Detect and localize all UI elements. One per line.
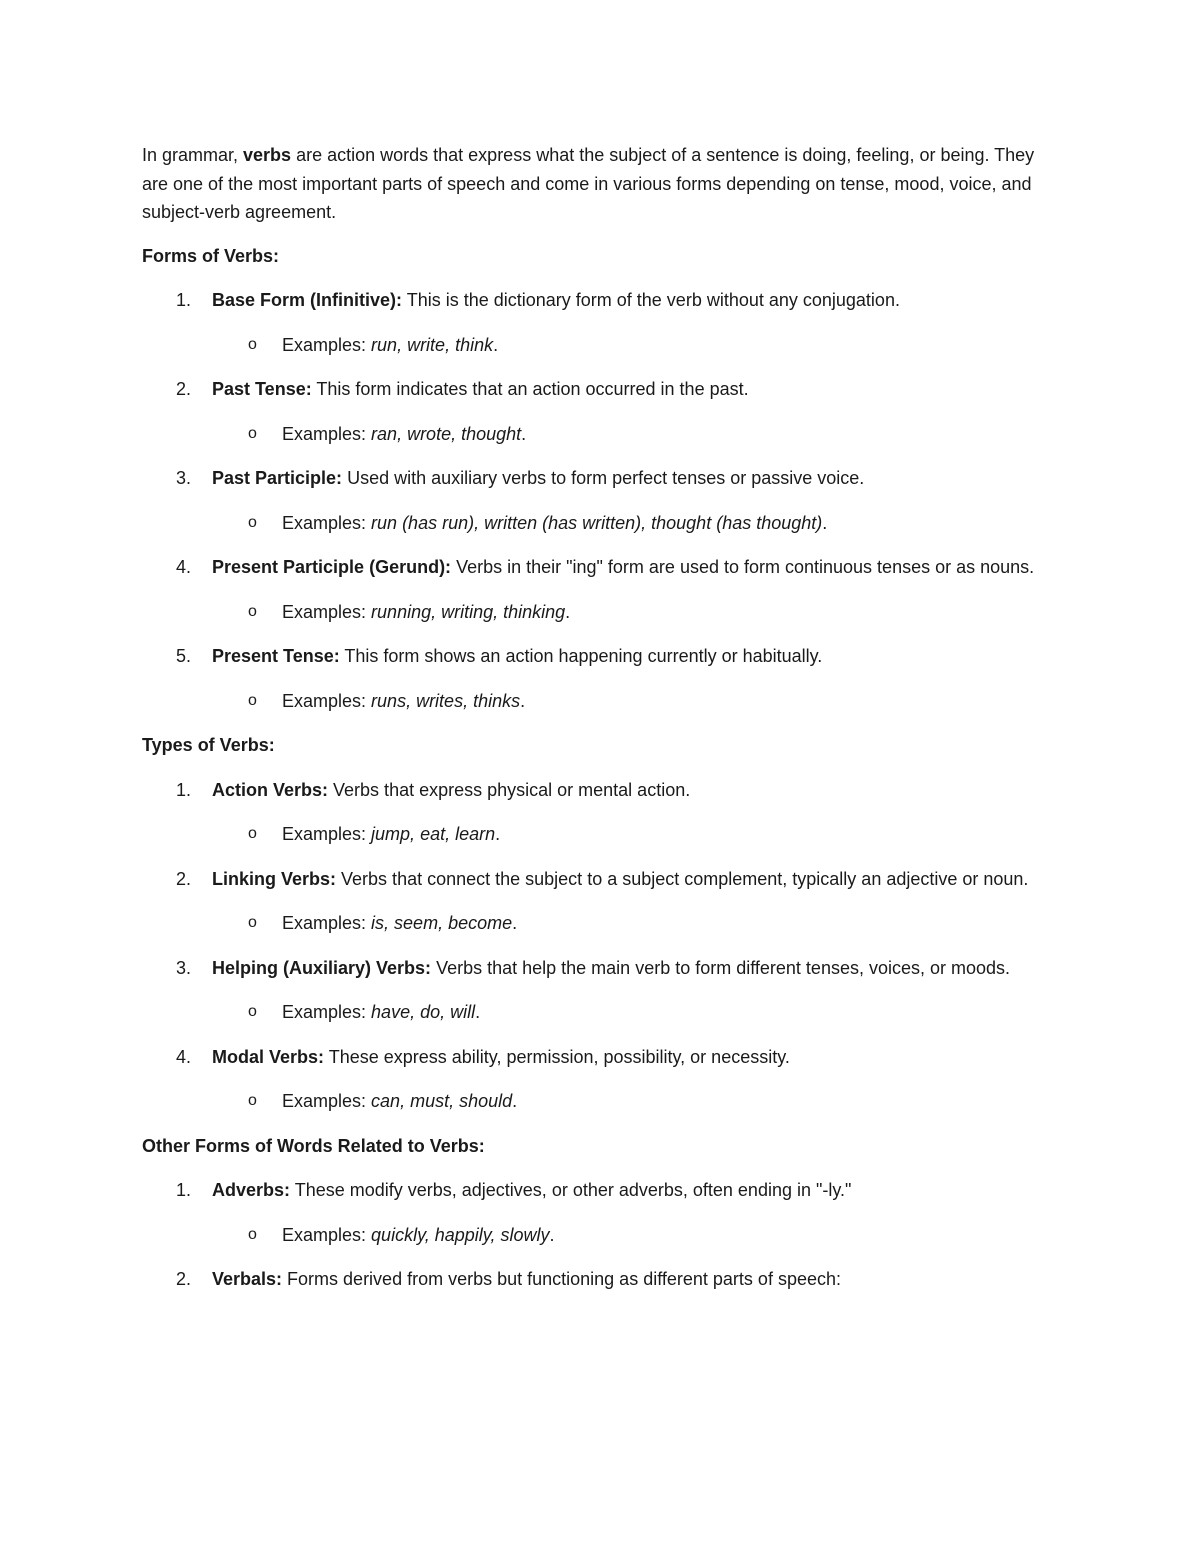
examples-words: ran, wrote, thought bbox=[371, 423, 522, 444]
examples-end: . bbox=[512, 1091, 518, 1111]
examples-label: Examples: bbox=[282, 690, 372, 711]
list-item bbox=[142, 776, 1052, 849]
examples-line bbox=[212, 909, 1052, 938]
item-number: 2. bbox=[176, 379, 192, 399]
item-number: 1. bbox=[176, 779, 192, 800]
bullet-icon: o bbox=[248, 424, 257, 442]
forms-list bbox=[142, 286, 1052, 715]
examples-end: . bbox=[549, 1224, 555, 1245]
examples-label: Examples: bbox=[282, 423, 372, 444]
examples-end: . bbox=[495, 824, 501, 844]
item-number: 4. bbox=[176, 557, 192, 577]
bullet-icon: o bbox=[248, 914, 257, 931]
item-text bbox=[212, 1043, 1052, 1072]
item-term: Verbals: bbox=[212, 1269, 283, 1289]
examples-label: Examples: bbox=[282, 1002, 372, 1022]
item-number: 1. bbox=[176, 1180, 192, 1200]
item-term: Past Participle: bbox=[212, 468, 343, 488]
item-desc: This is the dictionary form of the verb without any conjugation. bbox=[402, 290, 900, 310]
intro-bold-term: verbs bbox=[243, 145, 292, 165]
item-term: Present Tense: bbox=[212, 646, 340, 666]
examples-label: Examples: bbox=[282, 512, 372, 533]
item-term: Action Verbs: bbox=[212, 779, 329, 800]
list-item bbox=[142, 1043, 1052, 1116]
examples-end: . bbox=[520, 690, 526, 711]
section-heading-types: Types of Verbs: bbox=[142, 735, 275, 755]
bullet-icon: o bbox=[248, 1225, 257, 1243]
bullet-icon: o bbox=[248, 335, 257, 353]
item-number: 3. bbox=[176, 957, 192, 978]
bullet-icon: o bbox=[248, 691, 257, 709]
item-desc: Used with auxiliary verbs to form perfect tenses or passive voice. bbox=[342, 468, 865, 488]
item-term: Present Participle (Gerund): bbox=[212, 557, 452, 577]
item-term: Helping (Auxiliary) Verbs: bbox=[212, 957, 432, 978]
examples-words: run (has run), written (has written), thought (has thought) bbox=[371, 512, 823, 533]
item-number: 5. bbox=[176, 646, 192, 666]
bullet-icon: o bbox=[248, 513, 257, 531]
item-text bbox=[212, 553, 1052, 582]
item-text bbox=[212, 1265, 1052, 1294]
item-desc: Forms derived from verbs but functioning as different parts of speech: bbox=[282, 1269, 841, 1289]
examples-end: . bbox=[565, 601, 571, 622]
examples-label: Examples: bbox=[282, 1091, 372, 1111]
bullet-icon: o bbox=[248, 1003, 257, 1020]
bullet-icon: o bbox=[248, 1092, 257, 1109]
examples-line bbox=[212, 1221, 1052, 1250]
item-text bbox=[212, 1176, 1052, 1205]
section-heading-other: Other Forms of Words Related to Verbs: bbox=[142, 1135, 485, 1156]
examples-end: . bbox=[822, 512, 828, 533]
examples-label: Examples: bbox=[282, 1224, 372, 1245]
intro-rest: are action words that express what the subject of a sentence is doing, feeling, or being. They are one of the most important parts of speech and come in various forms depending on tense, mood, voice, and subject-verb agreement. bbox=[142, 145, 1035, 222]
list-item bbox=[142, 954, 1052, 1027]
list-item bbox=[142, 865, 1052, 938]
other-list bbox=[142, 1176, 1052, 1294]
item-text bbox=[212, 954, 1052, 983]
examples-label: Examples: bbox=[282, 913, 372, 933]
examples-line bbox=[212, 998, 1052, 1027]
item-desc: This form shows an action happening currently or habitually. bbox=[339, 646, 823, 666]
examples-words: is, seem, become bbox=[371, 913, 513, 933]
item-text bbox=[212, 286, 1052, 315]
intro-prefix: In grammar, bbox=[142, 145, 244, 165]
item-term: Adverbs: bbox=[212, 1180, 291, 1200]
item-term: Linking Verbs: bbox=[212, 868, 337, 889]
list-item bbox=[142, 553, 1052, 626]
item-desc: Verbs that connect the subject to a subject complement, typically an adjective or noun. bbox=[336, 868, 1029, 889]
examples-words: jump, eat, learn bbox=[371, 824, 496, 844]
examples-line bbox=[212, 331, 1052, 360]
intro-paragraph bbox=[142, 141, 1052, 227]
examples-line bbox=[212, 820, 1052, 849]
item-number: 1. bbox=[176, 290, 192, 310]
examples-end: . bbox=[475, 1002, 481, 1022]
list-item bbox=[142, 375, 1052, 448]
examples-line bbox=[212, 509, 1052, 538]
item-term: Base Form (Infinitive): bbox=[212, 290, 403, 310]
item-text bbox=[212, 642, 1052, 671]
section-heading-forms: Forms of Verbs: bbox=[142, 245, 280, 266]
item-text bbox=[212, 464, 1052, 493]
item-number: 2. bbox=[176, 868, 192, 889]
list-item bbox=[142, 464, 1052, 537]
examples-line bbox=[212, 1087, 1052, 1116]
examples-end: . bbox=[493, 334, 499, 355]
examples-words: running, writing, thinking bbox=[371, 601, 566, 622]
examples-line bbox=[212, 420, 1052, 449]
examples-words: can, must, should bbox=[371, 1091, 513, 1111]
examples-label: Examples: bbox=[282, 334, 372, 355]
list-item bbox=[142, 642, 1052, 715]
bullet-icon: o bbox=[248, 602, 257, 620]
item-term: Modal Verbs: bbox=[212, 1046, 325, 1067]
item-text bbox=[212, 776, 1052, 805]
examples-line bbox=[212, 598, 1052, 627]
item-desc: This form indicates that an action occurred in the past. bbox=[311, 379, 749, 399]
item-text bbox=[212, 865, 1052, 894]
item-number: 3. bbox=[176, 468, 192, 488]
item-desc: Verbs that help the main verb to form different tenses, voices, or moods. bbox=[431, 957, 1011, 978]
item-desc: Verbs in their "ing" form are used to form continuous tenses or as nouns. bbox=[451, 557, 1035, 577]
item-desc: These express ability, permission, possibility, or necessity. bbox=[324, 1046, 790, 1067]
examples-end: . bbox=[521, 423, 527, 444]
list-item bbox=[142, 1265, 1052, 1294]
item-number: 4. bbox=[176, 1046, 192, 1067]
list-item bbox=[142, 1176, 1052, 1249]
examples-words: have, do, will bbox=[371, 1002, 476, 1022]
item-text bbox=[212, 375, 1052, 404]
item-desc: Verbs that express physical or mental action. bbox=[328, 779, 691, 800]
examples-line bbox=[212, 687, 1052, 716]
bullet-icon: o bbox=[248, 825, 257, 842]
examples-words: quickly, happily, slowly bbox=[371, 1224, 550, 1245]
examples-words: run, write, think bbox=[371, 334, 494, 355]
examples-end: . bbox=[512, 913, 518, 933]
item-desc: These modify verbs, adjectives, or other adverbs, often ending in "-ly." bbox=[290, 1180, 852, 1200]
examples-label: Examples: bbox=[282, 601, 372, 622]
item-term: Past Tense: bbox=[212, 379, 312, 399]
document-body bbox=[142, 141, 1052, 1310]
examples-label: Examples: bbox=[282, 824, 372, 844]
types-list bbox=[142, 776, 1052, 1116]
item-number: 2. bbox=[176, 1269, 192, 1289]
list-item bbox=[142, 286, 1052, 359]
examples-words: runs, writes, thinks bbox=[371, 690, 521, 711]
